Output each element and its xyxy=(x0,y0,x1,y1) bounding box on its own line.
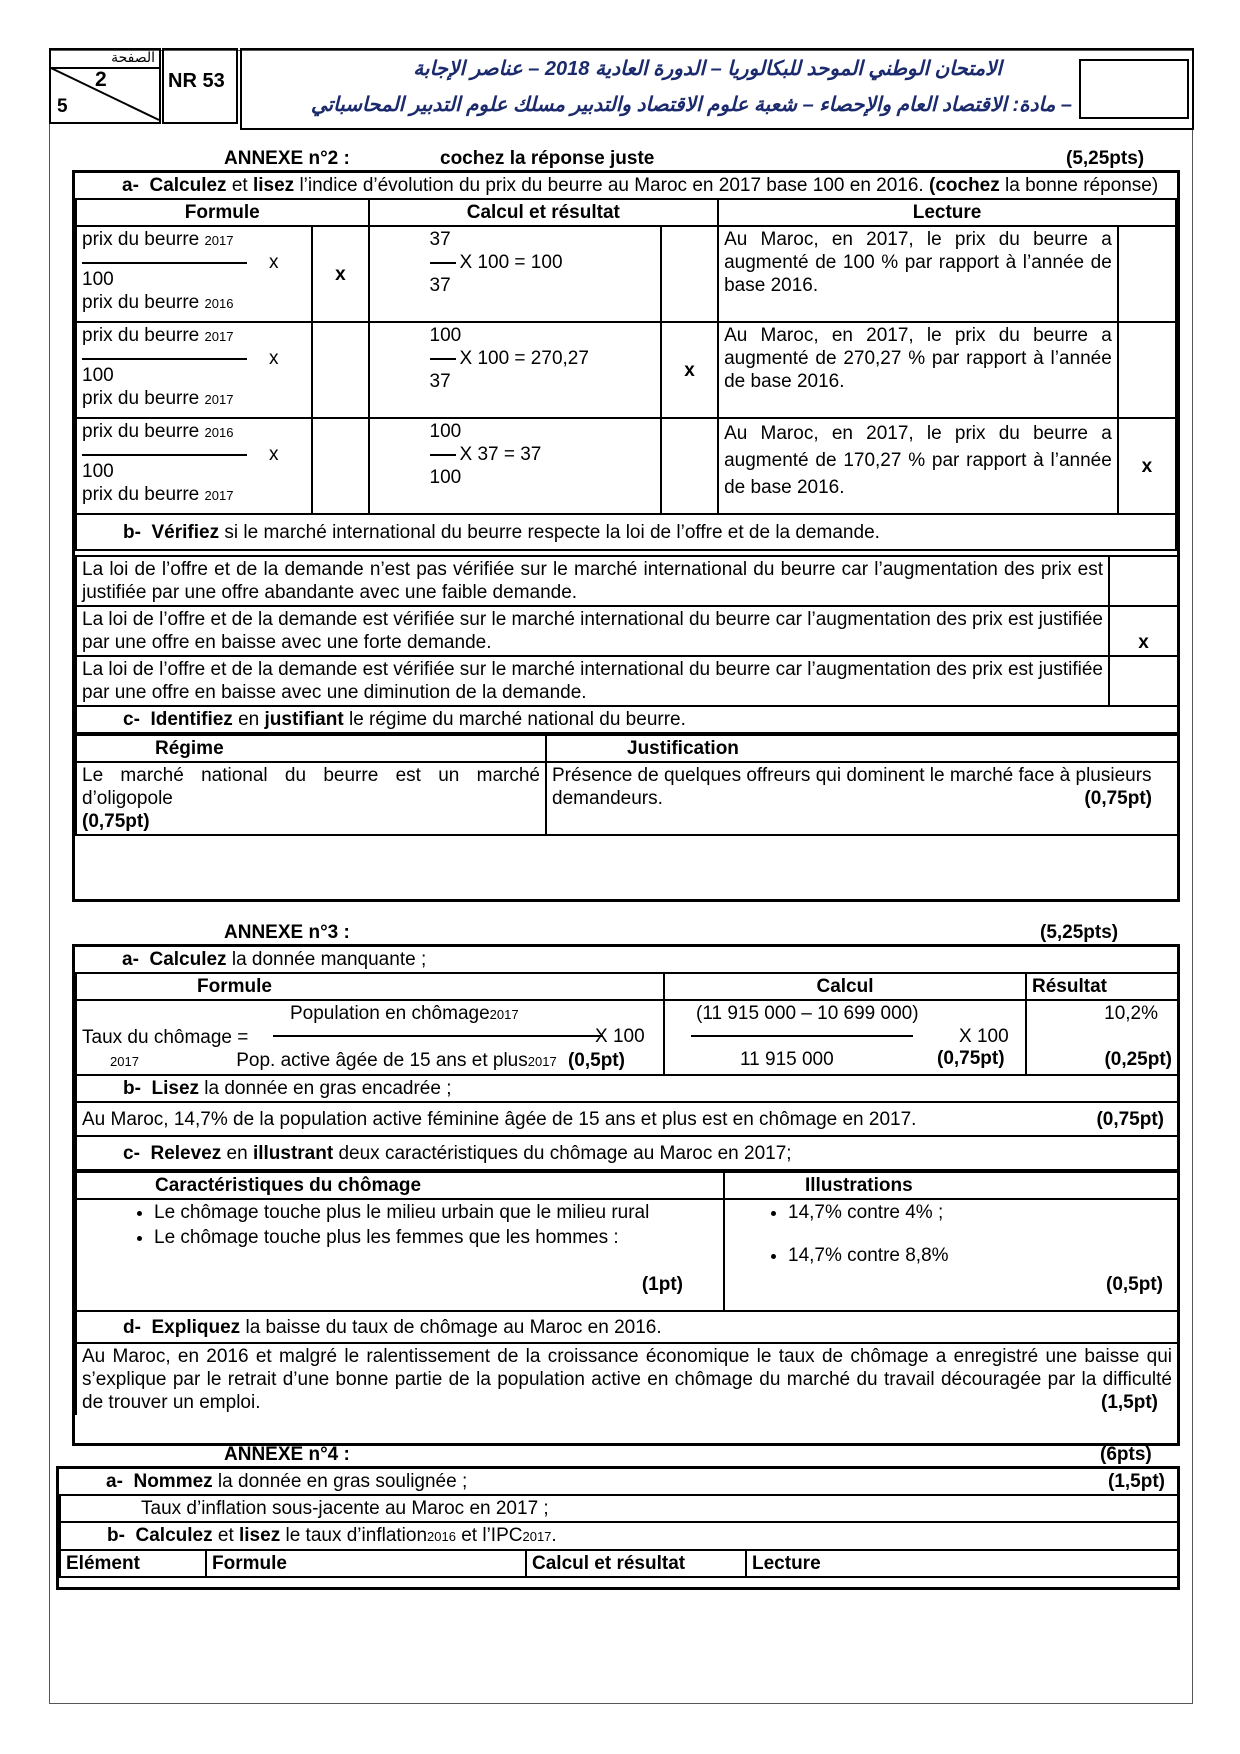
q2c-verb1: Identifiez xyxy=(150,709,233,730)
q3a-letter: a- xyxy=(122,949,139,970)
caracteristiques-points: (1pt) xyxy=(641,1274,683,1295)
question-3d xyxy=(76,1311,1178,1343)
formula-checkbox[interactable] xyxy=(312,418,368,514)
fraction-bar xyxy=(273,1035,603,1037)
calc-points: (0,75pt) xyxy=(937,1048,1005,1069)
result-value: 10,2% xyxy=(1104,1003,1159,1024)
annexe4-points: (6pts) xyxy=(1100,1444,1152,1465)
q4b-verb1: Calculez xyxy=(135,1525,213,1546)
formula-bottom2-sub: 2017 xyxy=(204,488,234,503)
page-number-box xyxy=(49,48,161,124)
calc-bottom: 37 xyxy=(429,371,451,392)
list-item: • 14,7% contre 8,8% xyxy=(788,1244,1172,1267)
header-calcul: Calcul xyxy=(664,973,1026,1000)
lecture-checkbox[interactable] xyxy=(1118,322,1176,418)
exam-title-line2: – مادة: الاقتصاد العام والإحصاء – شعبة علوم الاقتصاد والتدبير مسلك علوم التدبير المحاسباتي xyxy=(310,94,1072,116)
exam-code-box xyxy=(162,48,238,124)
q2a-text4: la bonne réponse) xyxy=(999,175,1159,196)
formula-top: prix du beurre xyxy=(82,325,200,346)
result-points: (0,25pt) xyxy=(1104,1049,1173,1070)
q3c-verb1: Relevez xyxy=(150,1142,222,1164)
header-caracteristiques: Caractéristiques du chômage xyxy=(76,1172,724,1199)
formula-checkbox[interactable] xyxy=(312,322,368,418)
calc-numerator: (11 915 000 – 10 699 000) xyxy=(696,1003,919,1024)
page-total: 5 xyxy=(57,96,68,117)
calc-bottom: 37 xyxy=(429,275,451,296)
formula-numerator-sub: 2017 xyxy=(489,1007,519,1022)
option-b-checkbox[interactable] xyxy=(1109,656,1178,706)
annexe4-table xyxy=(59,1469,1179,1578)
question-3b xyxy=(76,1075,1178,1102)
list-item: • Le chômage touche plus le milieu urbain que le milieu rural xyxy=(154,1201,718,1224)
q3c-verb2: illustrant xyxy=(252,1142,334,1164)
q4b-text3: et l’IPC xyxy=(455,1525,523,1546)
lecture-checkbox[interactable]: x xyxy=(1118,418,1176,514)
answer-4a: Taux d’inflation sous-jacente au Maroc en 2017 ; xyxy=(60,1495,1178,1522)
q3b-letter: b- xyxy=(123,1078,141,1099)
answer-3d: Au Maroc, en 2016 et malgré le ralentissement de la croissance économique le taux de chômage a enregistré une baisse qui s’explique par le retrait d’une bonne partie de la population active en chômage du marché du travail découragée par la difficulté de trouver un emploi. xyxy=(82,1346,1172,1413)
q3c-text1: en xyxy=(221,1142,253,1164)
annexe3-c-answer-row xyxy=(76,1199,1178,1311)
annexe2-c-table xyxy=(75,734,1179,836)
q2c-text1: en xyxy=(232,709,265,730)
formula-points: (0,5pt) xyxy=(567,1050,625,1071)
option-b-checkbox[interactable] xyxy=(1109,556,1178,606)
option-b-text: La loi de l’offre et de la demande est vérifiée sur le marché international du beurre car l’augmentation des prix est justifiée par une offre en baisse avec une forte demande. xyxy=(76,606,1109,656)
header-justification: Justification xyxy=(546,735,1178,762)
question-2c xyxy=(76,706,1178,733)
header-formule: Formule xyxy=(76,973,664,1000)
formula-x: x xyxy=(269,348,279,369)
justification-points: (0,75pt) xyxy=(1084,788,1152,809)
annexe2-option-row xyxy=(76,322,1176,418)
fraction-bar xyxy=(430,262,456,264)
annexe2-box xyxy=(72,170,1180,902)
formula-x: x xyxy=(269,252,279,273)
q4a-points: (1,5pt) xyxy=(1108,1471,1165,1492)
answer-3b-points: (0,75pt) xyxy=(1096,1108,1165,1130)
illustrations-points: (0,5pt) xyxy=(1106,1274,1163,1295)
q3d-letter: d- xyxy=(123,1316,141,1338)
annexe2-c-header-row xyxy=(76,735,1178,762)
question-3c xyxy=(76,1136,1178,1170)
calc-top: 100 xyxy=(429,325,462,346)
fraction-bar xyxy=(691,1035,913,1037)
annexe2-header-row xyxy=(76,199,1176,226)
lecture-checkbox[interactable] xyxy=(1118,226,1176,322)
option-b-row xyxy=(76,606,1178,656)
formula-bottom1: 100 xyxy=(82,365,114,386)
calc-mid: X 100 = 100 xyxy=(459,252,563,273)
justification-text: Présence de quelques offreurs qui dominent le marché face à plusieurs demandeurs. xyxy=(552,765,1152,809)
formula-top-sub: 2016 xyxy=(204,425,234,440)
annexe2-points: (5,25pts) xyxy=(1066,148,1145,169)
q2c-text2: le régime du marché national du beurre. xyxy=(343,709,686,730)
calc-top: 37 xyxy=(429,229,451,250)
annexe3-box xyxy=(72,944,1180,1446)
header-illustrations: Illustrations xyxy=(724,1172,1178,1199)
formula-bottom1: 100 xyxy=(82,461,114,482)
answer-3d-points: (1,5pt) xyxy=(1101,1392,1158,1413)
annexe4-box xyxy=(56,1466,1180,1590)
formula-lhs-sub: 2017 xyxy=(110,1054,139,1069)
calc-x100: X 100 xyxy=(959,1026,1009,1047)
formula-x100: X 100 xyxy=(595,1026,645,1047)
option-b-checkbox[interactable]: x xyxy=(1109,606,1178,656)
formula-x: x xyxy=(269,444,279,465)
exam-title-line1: الامتحان الوطني الموحد للبكالوريا – الدورة العادية 2018 – عناصر الإجابة xyxy=(413,58,1002,80)
q2a-text2: l’indice d’évolution du prix du beurre au Maroc en 2017 base 100 en 2016. xyxy=(294,175,929,196)
q4a-letter: a- xyxy=(106,1471,123,1492)
formula-checkbox[interactable]: x xyxy=(312,226,368,322)
annexe2-option-row xyxy=(76,418,1176,514)
fraction-bar xyxy=(430,358,456,360)
formula-bottom1: 100 xyxy=(82,269,114,290)
question-4b xyxy=(60,1522,1178,1550)
fraction-bar xyxy=(82,454,247,456)
annexe3-c-header-row xyxy=(76,1172,1178,1199)
formula-lhs: Taux du chômage = xyxy=(82,1027,249,1048)
calc-mid: X 100 = 270,27 xyxy=(459,348,589,369)
header-resultat: Résultat xyxy=(1026,973,1178,1000)
q2a-verb1: Calculez xyxy=(149,175,227,196)
header-element: Elément xyxy=(60,1550,206,1577)
exam-code: NR 53 xyxy=(168,70,225,92)
q3a-verb: Calculez xyxy=(149,949,227,970)
regime-text: Le marché national du beurre est un marché d’oligopole xyxy=(82,765,540,809)
lecture-text: Au Maroc, en 2017, le prix du beurre a augmenté de 170,27 % par rapport à l’année de base 2016. xyxy=(718,418,1118,514)
option-b-row xyxy=(76,556,1178,606)
q4a-text: la donnée en gras soulignée ; xyxy=(212,1471,468,1492)
annexe2-c-answer-row xyxy=(76,762,1178,835)
list-item: • 14,7% contre 4% ; xyxy=(788,1201,1172,1224)
lecture-text: Au Maroc, en 2017, le prix du beurre a augmenté de 100 % par rapport à l’année de base 2016. xyxy=(718,226,1118,322)
q2a-text1: et xyxy=(226,175,253,196)
formula-bottom2: prix du beurre xyxy=(82,292,200,313)
answer-4a-row xyxy=(60,1495,1178,1522)
annexe3-formula-row xyxy=(76,1000,1178,1075)
regime-points: (0,75pt) xyxy=(82,811,150,832)
fraction-bar xyxy=(82,262,247,264)
annexe3-table xyxy=(75,947,1179,1171)
q2a-letter: a- xyxy=(122,175,139,196)
page-label: الصفحة xyxy=(111,49,155,65)
header-calcul: Calcul et résultat xyxy=(369,199,719,226)
annexe2-option-row xyxy=(76,226,1176,322)
q4a-verb: Nommez xyxy=(133,1471,213,1492)
option-b-row xyxy=(76,656,1178,706)
q2c-letter: c- xyxy=(123,709,140,730)
annexe2-instruction: cochez la réponse juste xyxy=(440,148,655,169)
calc-checkbox[interactable]: x xyxy=(661,322,718,418)
q4b-verb2: lisez xyxy=(239,1525,281,1546)
q4b-sub1: 2016 xyxy=(427,1529,456,1544)
illustrations-list xyxy=(730,1201,1172,1267)
annexe2-title: ANNEXE n°2 : xyxy=(224,148,350,169)
q3c-text2: deux caractéristiques du chômage au Maroc en 2017; xyxy=(333,1142,792,1164)
q4b-text4: . xyxy=(551,1525,557,1546)
formula-denominator-sub: 2017 xyxy=(527,1054,557,1069)
question-2a xyxy=(76,173,1176,199)
exam-title-box xyxy=(240,48,1194,130)
list-item: • Le chômage touche plus les femmes que les hommes : xyxy=(154,1226,718,1249)
grade-box xyxy=(1079,59,1189,119)
formula-denominator: Pop. active âgée de 15 ans et plus xyxy=(236,1050,528,1071)
annexe3-header-row xyxy=(76,973,1178,1000)
fraction-bar xyxy=(430,454,456,456)
q2b-text: si le marché international du beurre respecte la loi de l’offre et de la demande. xyxy=(219,521,880,543)
q4b-text2: le taux d’inflation xyxy=(280,1525,428,1546)
q3b-text: la donnée en gras encadrée ; xyxy=(199,1078,452,1099)
calc-mid: X 37 = 37 xyxy=(459,444,542,465)
formula-numerator: Population en chômage xyxy=(290,1003,490,1024)
annexe2-b-options xyxy=(75,555,1179,734)
formula-top-sub: 2017 xyxy=(204,233,234,248)
q3c-letter: c- xyxy=(123,1142,140,1164)
q3b-verb: Lisez xyxy=(151,1078,200,1099)
q2b-letter: b- xyxy=(123,521,141,543)
formula-bottom2-sub: 2016 xyxy=(204,296,234,311)
formula-top-sub: 2017 xyxy=(204,329,234,344)
option-b-text: La loi de l’offre et de la demande est vérifiée sur le marché international du beurre car l’augmentation des prix est justifiée par une offre en baisse avec une diminution de la demande. xyxy=(76,656,1109,706)
annexe4-title: ANNEXE n°4 : xyxy=(224,1444,350,1465)
lecture-text: Au Maroc, en 2017, le prix du beurre a augmenté de 270,27 % par rapport à l’année de base 2016. xyxy=(718,322,1118,418)
q4b-letter: b- xyxy=(107,1525,125,1546)
calc-checkbox[interactable] xyxy=(661,418,718,514)
formula-top: prix du beurre xyxy=(82,421,200,442)
answer-3b: Au Maroc, 14,7% de la population active féminine âgée de 15 ans et plus est en chômage en 2017. xyxy=(82,1108,917,1130)
header-calcul-resultat: Calcul et résultat xyxy=(526,1550,746,1577)
q3d-text: la baisse du taux de chômage au Maroc en 2016. xyxy=(240,1316,662,1338)
q2a-verb2: lisez xyxy=(252,175,295,196)
question-4a xyxy=(60,1469,1178,1495)
question-3a xyxy=(76,947,1178,973)
formula-bottom2: prix du beurre xyxy=(82,484,200,505)
q3d-verb: Expliquez xyxy=(151,1316,241,1338)
annexe3-title: ANNEXE n°3 : xyxy=(224,922,350,943)
annexe2-table xyxy=(75,173,1177,551)
option-b-text: La loi de l’offre et de la demande n’est pas vérifiée sur le marché international du beurre car l’augmentation des prix est justifiée par une offre abandante avec une faible demande. xyxy=(76,556,1109,606)
q2b-verb: Vérifiez xyxy=(151,521,220,543)
formula-top: prix du beurre xyxy=(82,229,200,250)
formula-bottom2: prix du beurre xyxy=(82,388,200,409)
header-lecture: Lecture xyxy=(718,199,1176,226)
calc-checkbox[interactable] xyxy=(661,226,718,322)
q3a-text: la donnée manquante ; xyxy=(226,949,427,970)
header-regime: Régime xyxy=(76,735,546,762)
answer-3d-row xyxy=(76,1343,1178,1415)
answer-3b-row xyxy=(76,1102,1178,1136)
header-formule: Formule xyxy=(76,199,369,226)
formula-bottom2-sub: 2017 xyxy=(204,392,234,407)
q2c-verb2: justifiant xyxy=(264,709,344,730)
caracteristiques-list xyxy=(82,1201,718,1249)
question-2b xyxy=(76,514,1176,550)
header-lecture: Lecture xyxy=(746,1550,1178,1577)
annexe4-header-row xyxy=(60,1550,1178,1577)
header-formule: Formule xyxy=(206,1550,526,1577)
calc-bottom: 100 xyxy=(429,467,462,488)
q4b-text1: et xyxy=(212,1525,239,1546)
page-number: 2 xyxy=(95,68,107,91)
annexe3-c-table xyxy=(75,1171,1179,1415)
annexe3-points: (5,25pts) xyxy=(1040,922,1119,943)
calc-denominator: 11 915 000 xyxy=(740,1049,834,1070)
q2a-text3: (cochez xyxy=(929,175,1000,196)
fraction-bar xyxy=(82,358,247,360)
calc-top: 100 xyxy=(429,421,462,442)
q4b-sub2: 2017 xyxy=(522,1529,552,1544)
